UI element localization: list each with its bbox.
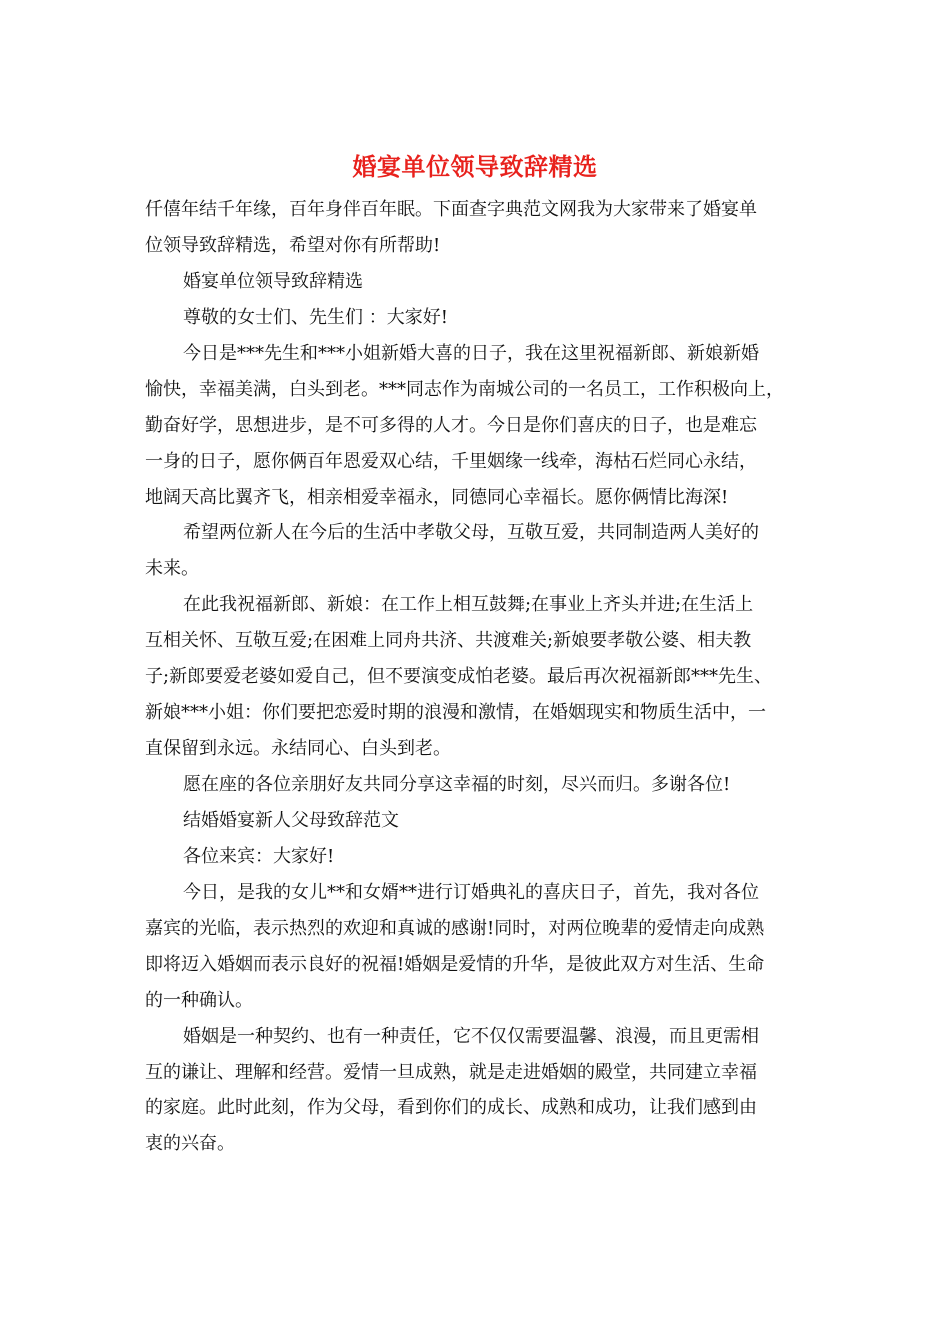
text-line: 即将迈入婚姻而表示良好的祝福!婚姻是爱情的升华，是彼此双方对生活、生命 xyxy=(145,953,765,975)
text-line: 婚姻是一种契约、也有一种责任，它不仅仅需要温馨、浪漫，而且更需相 xyxy=(183,1025,759,1047)
text-line: 今日是***先生和***小姐新婚大喜的日子，我在这里祝福新郎、新娘新婚 xyxy=(183,342,759,364)
text-line: 仟僖年结千年缘，百年身伴百年眠。下面查字典范文网我为大家带来了婚宴单 xyxy=(145,199,757,220)
document-body xyxy=(145,192,820,1162)
text-line: 衷的兴奋。 xyxy=(145,1133,235,1155)
text-line: 互相关怀、互敬互爱;在困难上同舟共济、共渡难关;新娘要孝敬公婆、相夫教 xyxy=(145,630,752,652)
text-line: 在此我祝福新郎、新娘：在工作上相互鼓舞;在事业上齐头并进;在生活上 xyxy=(183,594,754,616)
text-line: 新娘***小姐：你们要把恋爱时期的浪漫和激情，在婚姻现实和物质生活中，一 xyxy=(145,702,766,724)
text-line: 愿在座的各位亲朋好友共同分享这幸福的时刻，尽兴而归。多谢各位! xyxy=(183,774,731,795)
text-line: 希望两位新人在今后的生活中孝敬父母，互敬互爱，共同制造两人美好的 xyxy=(183,522,759,544)
text-line: 的家庭。此时此刻，作为父母，看到你们的成长、成熟和成功，让我们感到由 xyxy=(145,1097,757,1119)
text-line: 互的谦让、理解和经营。爱情一旦成熟，就是走进婚姻的殿堂，共同建立幸福 xyxy=(145,1061,757,1083)
text-line: 今日，是我的女儿**和女婿**进行订婚典礼的喜庆日子，首先，我对各位 xyxy=(183,881,759,903)
text-line: 勤奋好学，思想进步，是不可多得的人才。今日是你们喜庆的日子，也是难忘 xyxy=(145,414,757,436)
text-line: 一身的日子，愿你俩百年恩爱双心结，千里姻缘一线牵，海枯石烂同心永结， xyxy=(145,450,757,472)
text-line: 嘉宾的光临，表示热烈的欢迎和真诚的感谢!同时，对两位晚辈的爱情走向成熟 xyxy=(145,917,765,939)
document-title: 婚宴单位领导致辞精选 xyxy=(352,152,598,181)
text-line: 直保留到永远。永结同心、白头到老。 xyxy=(145,738,451,760)
text-line: 婚宴单位领导致辞精选 xyxy=(183,270,363,292)
text-line: 尊敬的女士们、先生们 ：大家好! xyxy=(183,306,448,328)
text-line: 子;新郎要爱老婆如爱自己，但不要演变成怕老婆。最后再次祝福新郎***先生、 xyxy=(145,666,773,688)
text-line: 的一种确认。 xyxy=(145,989,253,1011)
text-line: 愉快，幸福美满，白头到老。***同志作为南城公司的一名员工，工作积极向上， xyxy=(145,378,784,400)
text-line: 未来。 xyxy=(145,558,199,580)
text-line: 各位来宾：大家好! xyxy=(183,845,335,867)
text-line: 地阔天高比翼齐飞，相亲相爱幸福永，同德同心幸福长。愿你俩情比海深! xyxy=(145,486,729,508)
text-line: 位领导致辞精选，希望对你有所帮助! xyxy=(145,234,441,256)
text-line: 结婚婚宴新人父母致辞范文 xyxy=(183,809,399,831)
